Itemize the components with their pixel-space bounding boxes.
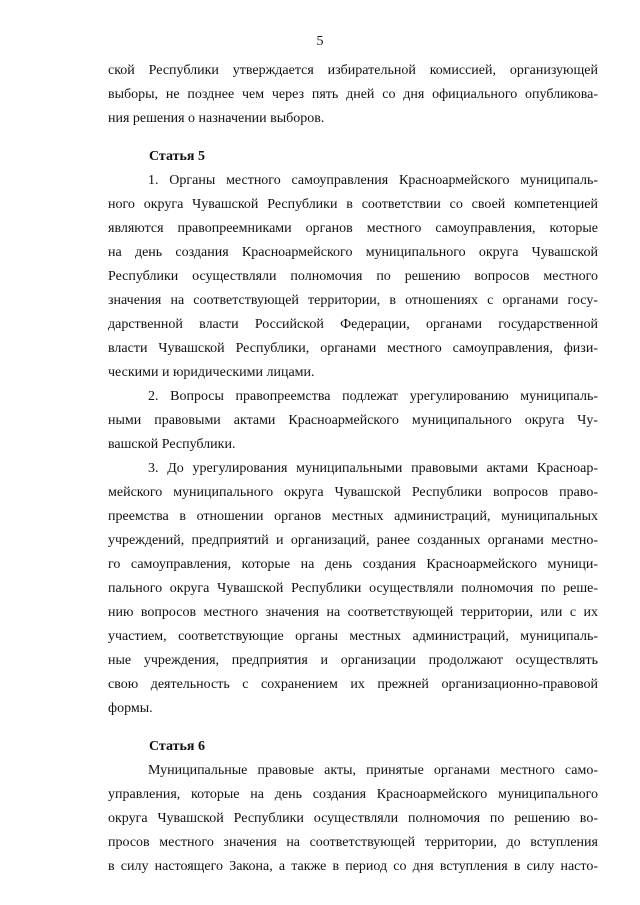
text-line: нию вопросов местного значения на соответствующей территории, или с их <box>108 605 598 620</box>
text-line: мейского муниципального округа Чувашской Республики вопросов право- <box>108 485 598 500</box>
page-number: 5 <box>316 34 324 49</box>
text-line: вашской Республики. <box>108 437 236 452</box>
text-line: значения на соответствующей территории, в отношениях с органами госу- <box>108 293 598 308</box>
article-heading: Статья 5 <box>149 149 205 164</box>
text-line: учреждений, предприятий и организаций, ранее созданных органами местно- <box>108 533 598 548</box>
text-line: являются правопреемниками органов местного самоуправления, которые <box>108 221 598 236</box>
text-line: го самоуправления, которые на день создания Красноармейского муници- <box>108 557 598 572</box>
text-line: преемства в отношении органов местных администраций, муниципальных <box>108 509 598 524</box>
text-line: участием, соответствующие органы местных администраций, муниципаль- <box>108 629 598 644</box>
article-heading: Статья 6 <box>149 739 205 754</box>
text-line: ные учреждения, предприятия и организации продолжают осуществлять <box>108 653 598 668</box>
text-line: пального округа Чувашской Республики осуществляли полномочия по реше- <box>108 581 598 596</box>
text-line: дарственной власти Российской Федерации, органами государственной <box>108 317 598 332</box>
text-line: ской Республики утверждается избирательной комиссией, организующей <box>108 63 598 78</box>
text-line: 2. Вопросы правопреемства подлежат урегулированию муниципаль- <box>148 389 598 404</box>
text-line: свою деятельность с сохранением их прежней организационно-правовой <box>108 677 598 692</box>
text-line: власти Чувашской Республики, органами местного самоуправления, физи- <box>108 341 598 356</box>
text-line: округа Чувашской Республики осуществляли полномочия по решению во- <box>108 811 598 826</box>
text-line: на день создания Красноармейского муниципального округа Чувашской <box>108 245 598 260</box>
text-line: ния решения о назначении выборов. <box>108 111 325 126</box>
text-line: 1. Органы местного самоуправления Красноармейского муниципаль- <box>148 173 598 188</box>
text-line: ного округа Чувашской Республики в соответствии со своей компетенцией <box>108 197 598 212</box>
text-line: формы. <box>108 701 153 716</box>
text-line: 3. До урегулирования муниципальными правовыми актами Красноар- <box>148 461 598 476</box>
text-line: ческими и юридическими лицами. <box>108 365 315 380</box>
text-line: Муниципальные правовые акты, принятые органами местного само- <box>148 763 598 778</box>
text-line: выборы, не позднее чем через пять дней со дня официального опубликова- <box>108 87 598 102</box>
text-line: просов местного значения на соответствующей территории, до вступления <box>108 835 598 850</box>
text-line: ными правовыми актами Красноармейского муниципального округа Чу- <box>108 413 598 428</box>
text-line: в силу настоящего Закона, а также в период со дня вступления в силу насто- <box>108 859 598 874</box>
text-line: Республики осуществляли полномочия по решению вопросов местного <box>108 269 598 284</box>
text-line: управления, которые на день создания Красноармейского муниципального <box>108 787 598 802</box>
